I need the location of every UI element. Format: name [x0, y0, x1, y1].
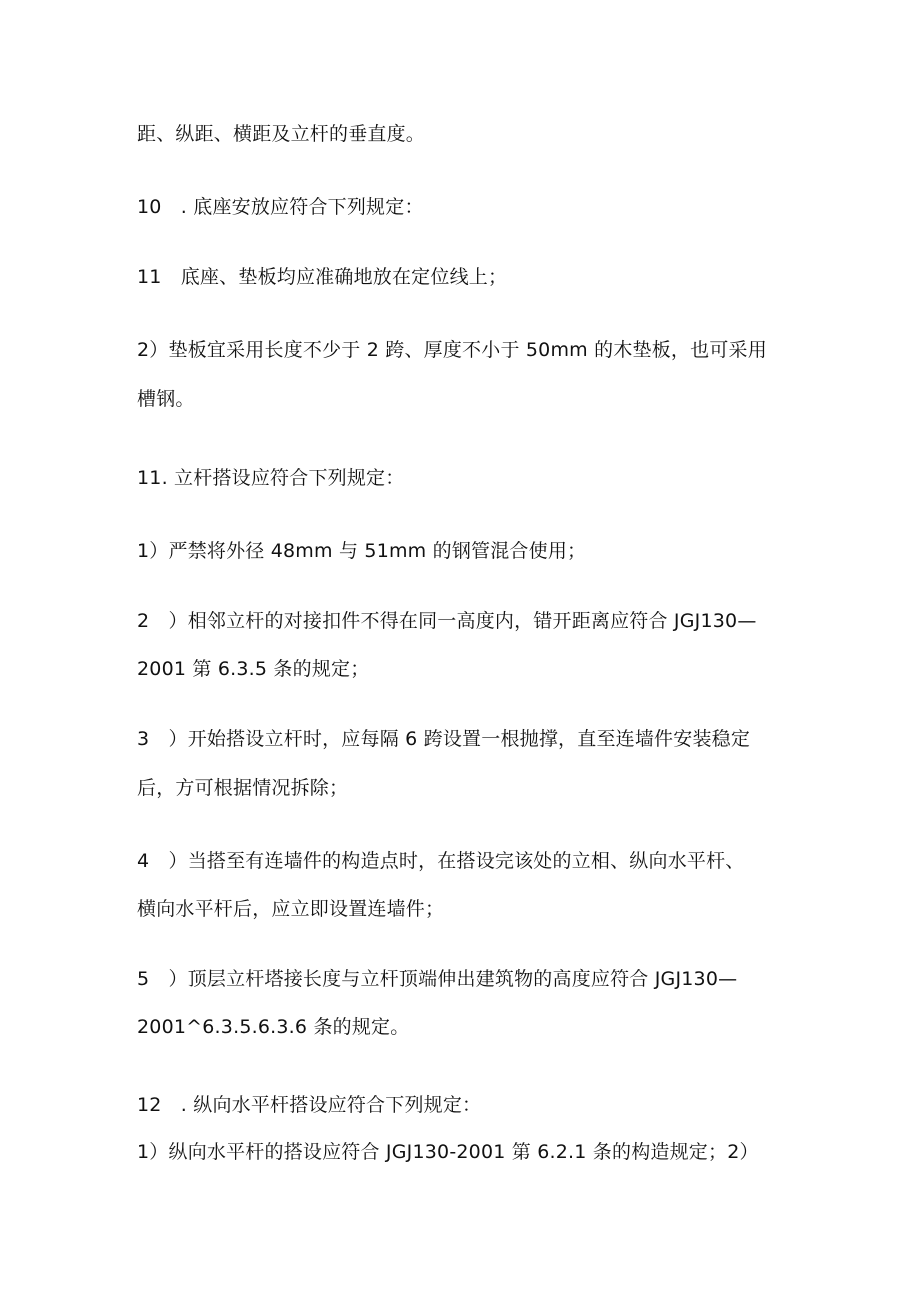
text-line: 1）纵向水平杆的搭设应符合 JGJ130-2001 第 6.2.1 条的构造规定；2）	[137, 1141, 759, 1163]
text-line: 2）垫板宜采用长度不少于 2 跨、厚度不小于 50mm 的木垫板，也可采用	[137, 339, 767, 361]
text-line: 5 ）顶层立杆塔接长度与立杆顶端伸出建筑物的高度应符合 JGJ130—	[137, 968, 738, 990]
text-line: 后，方可根据情况拆除；	[137, 777, 349, 799]
text-line: 4 ）当搭至有连墙件的构造点时，在搭设完该处的立相、纵向水平杆、	[137, 850, 745, 872]
text-line: 2001 第 6.3.5 条的规定；	[137, 658, 370, 680]
text-line: 横向水平杆后，应立即设置连墙件；	[137, 898, 445, 920]
text-line: 2001^6.3.5.6.3.6 条的规定。	[137, 1016, 410, 1038]
text-line: 12 . 纵向水平杆搭设应符合下列规定：	[137, 1094, 482, 1116]
text-line: 10 . 底座安放应符合下列规定：	[137, 196, 424, 218]
text-line: 槽钢。	[137, 388, 195, 410]
text-line: 3 ）开始搭设立杆时，应每隔 6 跨设置一根抛撑，直至连墙件安装稳定	[137, 728, 751, 750]
text-line: 11 底座、垫板均应准确地放在定位线上；	[137, 266, 508, 288]
text-line: 距、纵距、横距及立杆的垂直度。	[137, 123, 426, 145]
text-line: 11. 立杆搭设应符合下列规定：	[137, 467, 405, 489]
text-line: 1）严禁将外径 48mm 与 51mm 的钢管混合使用；	[137, 540, 587, 562]
text-line: 2 ）相邻立杆的对接扣件不得在同一高度内，错开距离应符合 JGJ130—	[137, 610, 757, 632]
